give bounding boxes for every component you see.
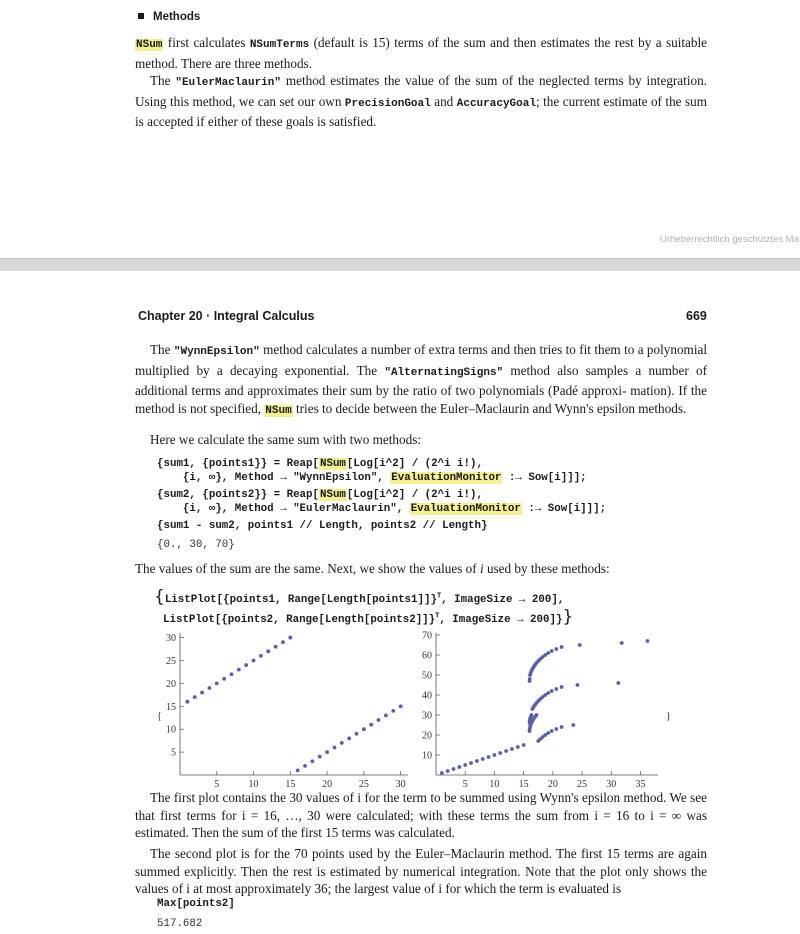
code-evaluationmonitor-highlight: EvaluationMonitor xyxy=(391,472,502,484)
data-point xyxy=(457,765,461,769)
paragraph-values-same xyxy=(135,560,707,578)
code-evaluationmonitor-highlight: EvaluationMonitor xyxy=(410,503,521,515)
data-point xyxy=(274,645,278,649)
data-point xyxy=(554,687,558,691)
data-point xyxy=(510,747,514,751)
data-point xyxy=(550,729,554,733)
x-tick-label: 5 xyxy=(214,779,220,789)
y-tick-label: 30 xyxy=(422,710,432,722)
y-tick-label: 20 xyxy=(422,730,432,742)
data-point xyxy=(384,714,388,718)
data-point xyxy=(252,659,256,663)
text-run: first calculates xyxy=(163,35,250,50)
data-point xyxy=(355,732,359,736)
data-point xyxy=(560,645,564,649)
plot-1 xyxy=(166,633,408,789)
text-run: tries to decide between the Euler–Maclaurin and Wynn's epsilon methods. xyxy=(292,400,687,416)
data-point xyxy=(340,741,344,745)
code-accuracygoal: AccuracyGoal xyxy=(456,97,536,110)
data-point xyxy=(288,636,292,640)
code-nsum: NSum xyxy=(136,39,163,51)
transpose-sup: T xyxy=(436,592,442,601)
data-point xyxy=(475,759,479,763)
text-run: ; the current estimate of the sum is accepted if either of these goals is satisfied. xyxy=(135,93,708,130)
data-point xyxy=(391,709,395,713)
y-tick-label: 50 xyxy=(422,670,432,682)
data-point xyxy=(399,704,403,708)
data-point xyxy=(452,767,456,771)
code-nsum-highlight: NSum xyxy=(319,458,346,470)
code-nsumterms: NSumTerms xyxy=(249,39,310,51)
code-nsum-highlight: NSum xyxy=(319,489,346,501)
page-number: 669 xyxy=(686,309,707,323)
y-tick-label: 60 xyxy=(422,650,432,662)
data-point xyxy=(546,651,550,655)
code-input-6[interactable]: Max[points2] xyxy=(157,898,235,910)
data-point xyxy=(546,731,550,735)
x-tick-label: 20 xyxy=(547,779,558,789)
paragraph-first-plot: The first plot contains the 30 values of i for the term to be summed using Wynn's epsilon method. We see that first terms for i = 16, …, 30 were calculated; with these terms the sum from i = 16 to i = ∞ was estimated. Then the sum of the first 15 terms was calculated. xyxy=(135,790,707,841)
x-tick-label: 30 xyxy=(395,779,406,789)
code-output-2: 517.682 xyxy=(157,918,203,930)
data-point xyxy=(546,691,550,695)
code-run: :→ Sow[i]]]; xyxy=(521,503,607,515)
x-tick-label: 20 xyxy=(322,779,333,789)
data-point xyxy=(369,723,373,727)
italic-i: i xyxy=(479,561,484,576)
data-point xyxy=(554,727,558,731)
data-point xyxy=(535,713,539,717)
data-point xyxy=(266,649,270,653)
x-tick-label: 10 xyxy=(248,779,259,789)
paragraph-wynn-epsilon xyxy=(135,341,707,420)
data-point xyxy=(530,713,534,717)
data-point xyxy=(616,681,620,685)
data-point xyxy=(528,677,532,681)
y-tick-label: 20 xyxy=(166,678,176,690)
data-point xyxy=(237,668,241,672)
code-alternatingsigns: "AlternatingSigns" xyxy=(384,366,504,379)
code-input-4[interactable] xyxy=(154,587,564,607)
data-point xyxy=(550,689,554,693)
data-point xyxy=(244,663,248,667)
data-point xyxy=(296,769,300,773)
data-point xyxy=(281,640,285,644)
paragraph-two-methods: Here we calculate the same sum with two methods: xyxy=(150,432,421,447)
y-tick-label: 15 xyxy=(166,701,176,713)
code-run: ListPlot[{points1, Range[Length[points1]]} xyxy=(164,594,437,606)
heading-text: Methods xyxy=(153,11,201,23)
x-tick-label: 10 xyxy=(489,779,500,789)
code-run: {sum1, {points1}} = Reap[ xyxy=(157,458,319,470)
brace-open: { xyxy=(154,587,165,607)
x-tick-label: 15 xyxy=(285,779,296,789)
y-tick-label: 40 xyxy=(422,690,432,702)
plot-list-brace-open: { xyxy=(157,711,162,722)
data-point xyxy=(463,763,467,767)
y-tick-label: 70 xyxy=(422,630,432,642)
data-point xyxy=(318,755,322,759)
code-run: :→ Sow[i]]]; xyxy=(502,472,587,484)
data-point xyxy=(230,672,234,676)
data-point xyxy=(303,764,307,768)
data-point xyxy=(469,761,473,765)
text-run: and xyxy=(430,93,457,109)
data-point xyxy=(259,654,263,658)
text-run: The xyxy=(150,73,176,88)
data-point xyxy=(310,759,314,763)
x-tick-label: 15 xyxy=(518,779,529,789)
code-run: {sum2, {points2}} = Reap[ xyxy=(157,489,319,501)
code-run: , ImageSize → 200]} xyxy=(439,614,563,626)
code-input-3[interactable]: {sum1 - sum2, points1 // Length, points2 // Length} xyxy=(157,520,488,532)
code-wynnepsilon: "WynnEpsilon" xyxy=(173,346,260,358)
data-point xyxy=(504,749,508,753)
data-point xyxy=(208,686,212,690)
paragraph-nsum-intro xyxy=(135,34,707,72)
x-tick-label: 5 xyxy=(462,779,468,789)
data-point xyxy=(571,723,575,727)
code-input-1-cont[interactable] xyxy=(157,472,587,484)
code-precisiongoal: PrecisionGoal xyxy=(344,97,431,110)
code-run: ListPlot[{points2, Range[Length[points2]]} xyxy=(163,614,436,626)
brace-close: } xyxy=(562,607,574,627)
data-point xyxy=(481,757,485,761)
page-separator xyxy=(0,258,800,272)
data-point xyxy=(560,725,564,729)
text-run: The xyxy=(150,342,174,357)
data-point xyxy=(446,769,450,773)
paragraph-second-plot: The second plot is for the 70 points used by the Euler–Maclaurin method. The first 15 terms are again summed explicitly. Then the rest is estimated by numerical integration. Note that the plot only shows the values of i at most approximately 36; the largest value of i for which the term is evaluated is xyxy=(135,846,707,897)
y-tick-label: 10 xyxy=(166,724,176,736)
data-point xyxy=(578,643,582,647)
code-run: {i, ∞}, Method → "WynnEpsilon", xyxy=(157,472,391,484)
code-run: {i, ∞}, Method → "EulerMaclaurin", xyxy=(157,503,410,515)
text-run: used by these methods: xyxy=(483,561,610,576)
data-point xyxy=(347,736,351,740)
text-run: The values of the sum are the same. Next, we show the values of xyxy=(135,561,480,576)
chapter-title: Chapter 20 · Integral Calculus xyxy=(138,309,315,323)
data-point xyxy=(554,647,558,651)
data-point xyxy=(377,718,381,722)
section-heading xyxy=(138,11,200,23)
y-tick-label: 5 xyxy=(171,747,176,759)
data-point xyxy=(487,755,491,759)
data-point xyxy=(333,746,337,750)
watermark-text: Urheberrechtlich geschütztes Ma xyxy=(660,234,799,245)
y-tick-label: 10 xyxy=(422,750,432,762)
data-point xyxy=(498,751,502,755)
transpose-sup: T xyxy=(435,612,440,621)
code-run: , ImageSize → 200], xyxy=(441,594,565,606)
data-point xyxy=(560,685,564,689)
code-output-1: {0., 30, 70} xyxy=(157,539,235,551)
data-point xyxy=(646,639,650,643)
y-tick-label: 30 xyxy=(166,633,176,645)
plot-2 xyxy=(422,631,658,790)
page-top xyxy=(0,0,800,258)
code-run: [Log[i^2] / (2^i i!), xyxy=(346,489,483,501)
data-point xyxy=(493,753,497,757)
text-run: (default is 15) terms of the sum and then estimates the rest by a suitable method. There are three methods. xyxy=(135,35,707,71)
x-tick-label: 30 xyxy=(606,779,617,789)
data-point xyxy=(440,771,444,775)
data-point xyxy=(516,745,520,749)
data-point xyxy=(325,750,329,754)
page-669 xyxy=(0,271,800,934)
text-run: method calculates a number of extra terms and then tries to fit them to a polynomial multiplied by a decaying exponential. The xyxy=(135,342,707,378)
data-point xyxy=(185,700,189,704)
data-point xyxy=(222,677,226,681)
data-point xyxy=(193,695,197,699)
x-tick-label: 25 xyxy=(358,779,369,789)
data-point xyxy=(620,641,624,645)
bullet-square-icon xyxy=(138,13,144,19)
text-run: method estimates the value of the sum of the neglected terms by integration. Using this method, we can set our own xyxy=(135,73,707,109)
x-tick-label: 25 xyxy=(577,779,588,789)
data-point xyxy=(522,743,526,747)
code-nsum: NSum xyxy=(265,404,292,417)
data-point xyxy=(215,681,219,685)
data-point xyxy=(200,691,204,695)
data-point xyxy=(550,649,554,653)
plot-list-brace-close: } xyxy=(666,711,671,722)
x-tick-label: 35 xyxy=(635,779,646,789)
data-point xyxy=(362,727,366,731)
data-point xyxy=(575,683,579,687)
code-run: [Log[i^2] / (2^i i!), xyxy=(346,458,483,470)
list-plots xyxy=(140,621,700,789)
code-input-2-cont[interactable] xyxy=(157,503,606,515)
code-input-2[interactable] xyxy=(157,489,483,501)
code-eulermaclaurin: "EulerMaclaurin" xyxy=(175,77,281,89)
text-run: method also samples a number of additional terms and approximates their sum by the ratio of two polynomials (Padé approxi- mation). If the method is not specified, xyxy=(135,362,707,416)
y-tick-label: 25 xyxy=(166,655,176,667)
paragraph-euler-maclaurin xyxy=(135,72,707,131)
code-input-1[interactable] xyxy=(157,458,483,470)
